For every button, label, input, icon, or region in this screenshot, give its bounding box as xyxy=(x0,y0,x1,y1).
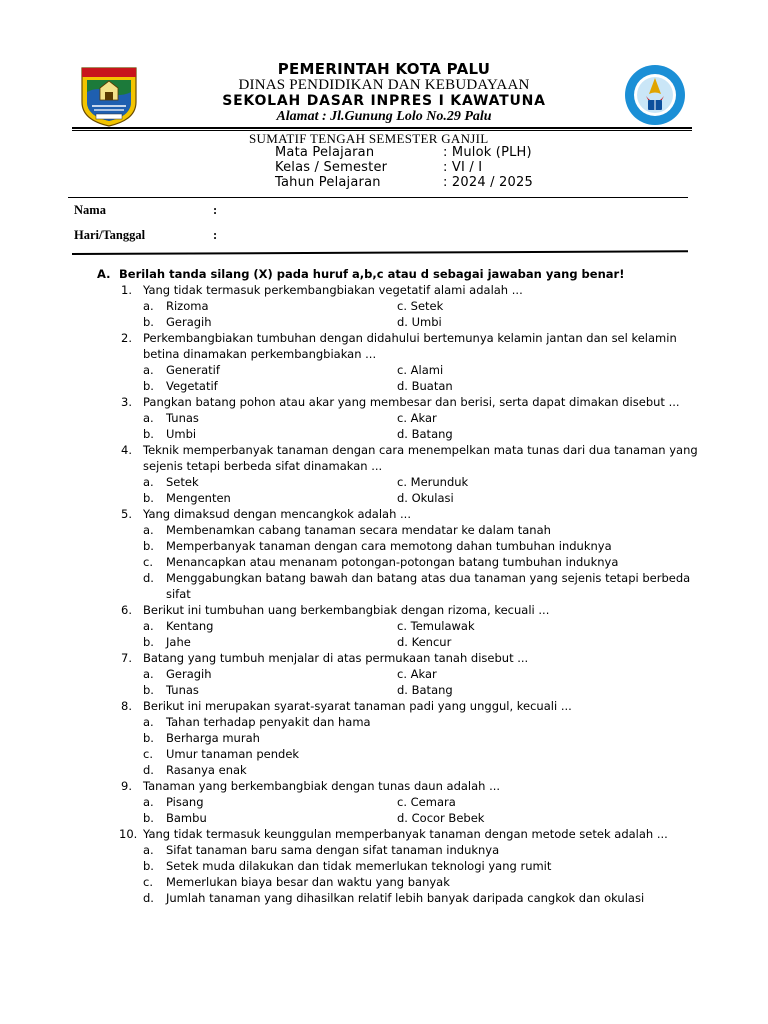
option-letter: b. xyxy=(143,683,154,697)
question-text: Batang yang tumbuh menjalar di atas permukaan tanah disebut ... xyxy=(143,651,529,665)
option-letter: a. xyxy=(143,523,154,537)
option-letter: d. xyxy=(143,763,154,777)
option-text: Tahan terhadap penyakit dan hama xyxy=(166,715,371,729)
question-text: Teknik memperbanyak tanaman dengan cara menempelkan mata tunas dari dua tanaman yang xyxy=(143,443,698,457)
option-text: Okulasi xyxy=(411,491,454,505)
school-address: Alamat : Jl.Gunung Lolo No.29 Palu xyxy=(276,109,492,124)
question-number: 2. xyxy=(121,331,132,345)
question-number: 7. xyxy=(121,651,132,665)
option-letter: d. xyxy=(397,427,408,441)
option-item xyxy=(397,490,454,506)
option-letter: b. xyxy=(143,539,154,553)
question-text: sejenis tetapi berbeda sifat dinamakan ... xyxy=(143,459,383,473)
question-number: 9. xyxy=(121,779,132,793)
option-item xyxy=(397,794,456,810)
identity-label: Hari/Tanggal xyxy=(74,228,146,242)
option-item xyxy=(397,426,453,442)
option-text: Bambu xyxy=(166,811,207,825)
option-text: Kentang xyxy=(166,619,214,633)
option-letter: d. xyxy=(397,683,408,697)
option-letter: a. xyxy=(143,475,154,489)
option-letter: c. xyxy=(397,795,407,809)
option-text: Cocor Bebek xyxy=(411,811,485,825)
school-name: SEKOLAH DASAR INPRES I KAWATUNA xyxy=(222,93,546,109)
option-text: sifat xyxy=(166,587,191,601)
option-letter: d. xyxy=(143,891,154,905)
exam-meta-value: : Mulok (PLH) xyxy=(443,145,532,160)
option-letter: b. xyxy=(143,731,154,745)
option-letter: d. xyxy=(397,491,408,505)
option-item xyxy=(397,810,484,826)
question-number: 4. xyxy=(121,443,132,457)
option-text: Umbi xyxy=(411,315,442,329)
option-letter: a. xyxy=(143,715,154,729)
question-text: Yang tidak termasuk keunggulan memperbanyak tanaman dengan metode setek adalah ... xyxy=(143,827,668,841)
option-letter: c. xyxy=(143,555,153,569)
option-letter: c. xyxy=(143,875,153,889)
option-text: Umbi xyxy=(166,427,197,441)
option-text: Jahe xyxy=(166,635,191,649)
option-letter: b. xyxy=(143,379,154,393)
section-instruction: Berilah tanda silang (X) pada huruf a,b,c atau d sebagai jawaban yang benar! xyxy=(119,267,625,281)
option-text: Membenamkan cabang tanaman secara mendatar ke dalam tanah xyxy=(166,523,551,537)
option-text: Batang xyxy=(411,427,453,441)
exam-meta-label: Tahun Pelajaran xyxy=(275,175,381,190)
option-text: Geragih xyxy=(166,667,212,681)
question-number: 3. xyxy=(121,395,132,409)
question-text: Pangkan batang pohon atau akar yang membesar dan berisi, serta dapat dimakan disebut ... xyxy=(143,395,680,409)
identity-divider xyxy=(72,250,688,255)
option-letter: c. xyxy=(397,667,407,681)
option-text: Merunduk xyxy=(410,475,469,489)
exam-meta-label: Kelas / Semester xyxy=(275,160,388,175)
option-letter: b. xyxy=(143,859,154,873)
option-text: Setek muda dilakukan dan tidak memerlukan teknologi yang rumit xyxy=(166,859,552,873)
option-text: Alami xyxy=(410,363,444,377)
question-text: Tanaman yang berkembangbiak dengan tunas daun adalah ... xyxy=(143,779,501,793)
option-text: Menancapkan atau menanam potongan-potongan batang tumbuhan induknya xyxy=(166,555,619,569)
question-text: Yang tidak termasuk perkembangbiakan vegetatif alami adalah ... xyxy=(143,283,523,297)
option-text: Temulawak xyxy=(410,619,475,633)
option-item xyxy=(397,682,453,698)
question-number: 6. xyxy=(121,603,132,617)
option-item xyxy=(397,314,442,330)
government-title: PEMERINTAH KOTA PALU xyxy=(277,60,491,78)
question-number: 5. xyxy=(121,507,132,521)
exam-meta-value: : 2024 / 2025 xyxy=(443,175,533,190)
header-divider-thick xyxy=(72,127,692,129)
option-letter: d. xyxy=(397,635,408,649)
option-text: Jumlah tanaman yang dihasilkan relatif lebih banyak daripada cangkok dan okulasi xyxy=(166,891,645,905)
question-number: 1. xyxy=(121,283,132,297)
option-letter: a. xyxy=(143,299,154,313)
option-item xyxy=(397,618,475,634)
question-text: Berikut ini tumbuhan uang berkembangbiak dengan rizoma, kecuali ... xyxy=(143,603,550,617)
question-number: 10. xyxy=(119,827,138,841)
option-letter: a. xyxy=(143,363,154,377)
option-text: Rasanya enak xyxy=(166,763,247,777)
option-item xyxy=(397,634,451,650)
option-text: Akar xyxy=(410,667,437,681)
exam-title: SUMATIF TENGAH SEMESTER GANJIL xyxy=(249,131,489,146)
exam-meta-label: Mata Pelajaran xyxy=(275,145,375,160)
question-text: Berikut ini merupakan syarat-syarat tanaman padi yang unggul, kecuali ... xyxy=(143,699,572,713)
option-text: Geragih xyxy=(166,315,212,329)
option-letter: a. xyxy=(143,619,154,633)
option-letter: b. xyxy=(143,315,154,329)
option-item xyxy=(397,666,437,682)
option-item xyxy=(397,362,443,378)
option-letter: a. xyxy=(143,411,154,425)
option-text: Berharga murah xyxy=(166,731,260,745)
option-letter: b. xyxy=(143,427,154,441)
option-text: Kencur xyxy=(411,635,452,649)
department-title: DINAS PENDIDIKAN DAN KEBUDAYAAN xyxy=(238,77,530,93)
exam-meta-row xyxy=(275,145,532,160)
option-text: Rizoma xyxy=(166,299,209,313)
section-letter: A. xyxy=(97,267,111,281)
option-letter: c. xyxy=(397,299,407,313)
option-text: Tunas xyxy=(166,683,199,697)
question-number: 8. xyxy=(121,699,132,713)
question-text: Perkembangbiakan tumbuhan dengan didahului bertemunya kelamin jantan dan sel kelamin xyxy=(143,331,677,345)
option-letter: d. xyxy=(397,379,408,393)
exam-meta-row xyxy=(275,160,483,175)
option-item xyxy=(397,410,437,426)
option-letter: c. xyxy=(397,619,407,633)
exam-meta-value: : VI / I xyxy=(443,160,483,175)
option-letter: a. xyxy=(143,843,154,857)
option-letter: b. xyxy=(143,811,154,825)
exam-meta-row xyxy=(275,175,533,190)
option-letter: d. xyxy=(397,811,408,825)
identity-colon: : xyxy=(213,228,218,242)
option-letter: c. xyxy=(143,747,153,761)
option-item xyxy=(397,474,468,490)
option-text: Batang xyxy=(411,683,453,697)
option-text: Vegetatif xyxy=(166,379,218,393)
option-text: Cemara xyxy=(410,795,456,809)
option-text: Sifat tanaman baru sama dengan sifat tanaman induknya xyxy=(166,843,500,857)
option-letter: c. xyxy=(397,363,407,377)
option-text: Akar xyxy=(410,411,437,425)
option-text: Tunas xyxy=(166,411,199,425)
option-text: Setek xyxy=(410,299,444,313)
option-text: Menggabungkan batang bawah dan batang atas dua tanaman yang sejenis tetapi berbeda xyxy=(166,571,691,585)
option-text: Mengenten xyxy=(166,491,231,505)
meta-divider xyxy=(68,197,688,198)
option-text: Setek xyxy=(166,475,199,489)
option-text: Memerlukan biaya besar dan waktu yang banyak xyxy=(166,875,450,889)
identity-row xyxy=(74,203,218,218)
option-letter: d. xyxy=(143,571,154,585)
option-letter: b. xyxy=(143,635,154,649)
identity-row xyxy=(74,228,218,243)
option-text: Umur tanaman pendek xyxy=(166,747,300,761)
option-letter: a. xyxy=(143,667,154,681)
option-item xyxy=(397,378,453,394)
option-letter: b. xyxy=(143,491,154,505)
question-text: Yang dimaksud dengan mencangkok adalah ... xyxy=(143,507,411,521)
option-letter: c. xyxy=(397,411,407,425)
option-text: Buatan xyxy=(411,379,453,393)
option-text: Generatif xyxy=(166,363,220,377)
option-letter: c. xyxy=(397,475,407,489)
identity-colon: : xyxy=(213,203,218,217)
option-letter: a. xyxy=(143,795,154,809)
option-letter: d. xyxy=(397,315,408,329)
option-item xyxy=(397,298,443,314)
option-text: Pisang xyxy=(166,795,204,809)
option-text: Memperbanyak tanaman dengan cara memotong dahan tumbuhan induknya xyxy=(166,539,612,553)
identity-label: Nama xyxy=(74,203,106,217)
question-text: betina dinamakan perkembangbiakan ... xyxy=(143,347,377,361)
